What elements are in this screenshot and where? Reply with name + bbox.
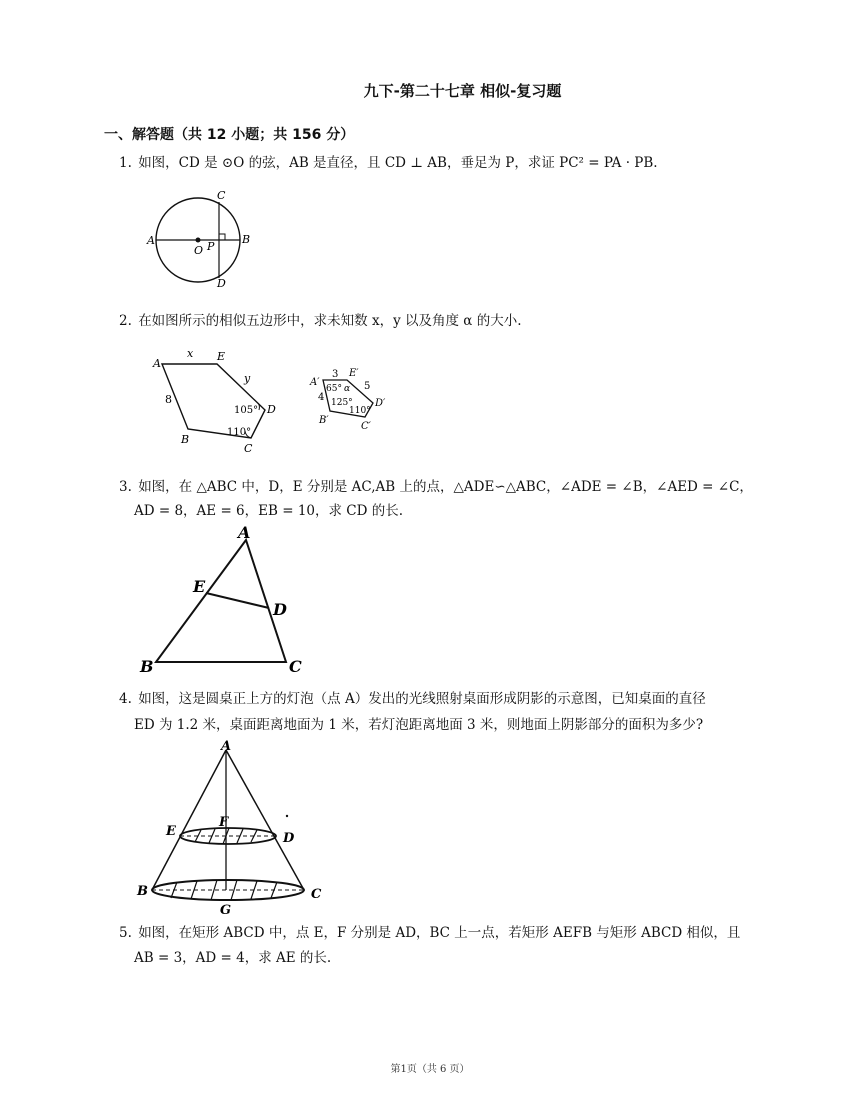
- figure-1-circle: [145, 188, 265, 288]
- question-number: 2.: [119, 313, 132, 329]
- label-O: O: [194, 244, 204, 257]
- label-B: B: [242, 233, 251, 246]
- question-text: 如图，在矩形 ABCD 中，点 E，F 分别是 AD，BC 上一点，若矩形 AEFB 与矩形 ABCD 相似，且: [138, 925, 741, 941]
- label-5: 5: [364, 381, 371, 392]
- question-number: 3.: [119, 479, 132, 495]
- label-E: E: [217, 350, 226, 363]
- label-110-small: 110°: [349, 406, 371, 416]
- label-A-prime: A′: [310, 377, 320, 388]
- label-8: 8: [165, 393, 172, 406]
- question-4-continued: ED 为 1.2 米，桌面距离地面为 1 米，若灯泡距离地面 3 米，则地面上阴影部分的面积为多少?: [134, 717, 704, 733]
- question-3-continued: AD = 8，AE = 6，EB = 10，求 CD 的长.: [134, 503, 404, 519]
- label-B: B: [137, 884, 148, 899]
- section-heading: 一、解答题（共 12 小题；共 156 分）: [104, 127, 355, 143]
- label-A: A: [221, 739, 232, 754]
- question-text: 如图，这是圆桌正上方的灯泡（点 A）发出的光线照射桌面形成阴影的示意图，已知桌面的直径: [138, 691, 706, 707]
- label-65: 65°: [326, 384, 342, 394]
- label-A: A: [147, 234, 155, 247]
- label-C: C: [289, 657, 302, 676]
- label-D: D: [283, 831, 295, 846]
- label-F: F: [219, 815, 229, 830]
- question-4: [119, 686, 769, 712]
- label-D: D: [273, 600, 287, 619]
- question-text: 在如图所示的相似五边形中，求未知数 x，y 以及角度 α 的大小.: [138, 313, 522, 329]
- label-B: B: [181, 433, 190, 446]
- label-D: D: [267, 403, 276, 416]
- label-3: 3: [332, 369, 339, 380]
- figure-2-pentagons: [145, 345, 405, 455]
- label-x: x: [187, 347, 194, 360]
- figure-3-triangle: [135, 522, 310, 682]
- question-text: 如图，在 △ABC 中，D，E 分别是 AC,AB 上的点，△ADE∽△ABC，∠ADE = ∠B，∠AED = ∠C，: [138, 479, 753, 495]
- label-110: 110°: [227, 427, 252, 438]
- question-2: [119, 308, 769, 334]
- question-number: 1.: [119, 155, 132, 171]
- label-E: E: [166, 824, 176, 839]
- question-number: 5.: [119, 925, 132, 941]
- label-125: 125°: [331, 398, 353, 408]
- label-B-prime: B′: [319, 415, 329, 426]
- question-5: [119, 920, 769, 946]
- label-C-prime: C′: [361, 421, 371, 432]
- question-3: [119, 474, 769, 500]
- page-title: 九下-第二十七章 相似-复习题: [363, 82, 562, 100]
- question-5-continued: AB = 3，AD = 4，求 AE 的长.: [134, 950, 332, 966]
- label-alpha: α: [344, 384, 351, 394]
- label-C: C: [217, 189, 226, 202]
- label-D-prime: D′: [375, 398, 386, 409]
- label-A: A: [238, 523, 251, 542]
- label-C: C: [244, 442, 253, 455]
- label-B: B: [140, 657, 154, 676]
- label-G: G: [220, 903, 232, 918]
- label-C: C: [311, 887, 322, 902]
- question-1: [119, 150, 769, 176]
- label-D: D: [217, 277, 226, 290]
- label-E-prime: E′: [349, 368, 359, 379]
- label-E: E: [193, 577, 206, 596]
- question-number: 4.: [119, 691, 132, 707]
- label-y: y: [244, 372, 251, 385]
- question-text: 如图，CD 是 ⊙O 的弦，AB 是直径，且 CD ⊥ AB，垂足为 P，求证 PC² = PA · PB.: [138, 155, 658, 171]
- label-105: 105°: [234, 405, 259, 416]
- label-P: P: [207, 240, 215, 253]
- label-4: 4: [318, 392, 325, 403]
- figure-4-cone-shadow: [135, 738, 335, 918]
- label-A: A: [153, 357, 161, 370]
- page-footer: 第1页（共 6 页）: [390, 1064, 470, 1075]
